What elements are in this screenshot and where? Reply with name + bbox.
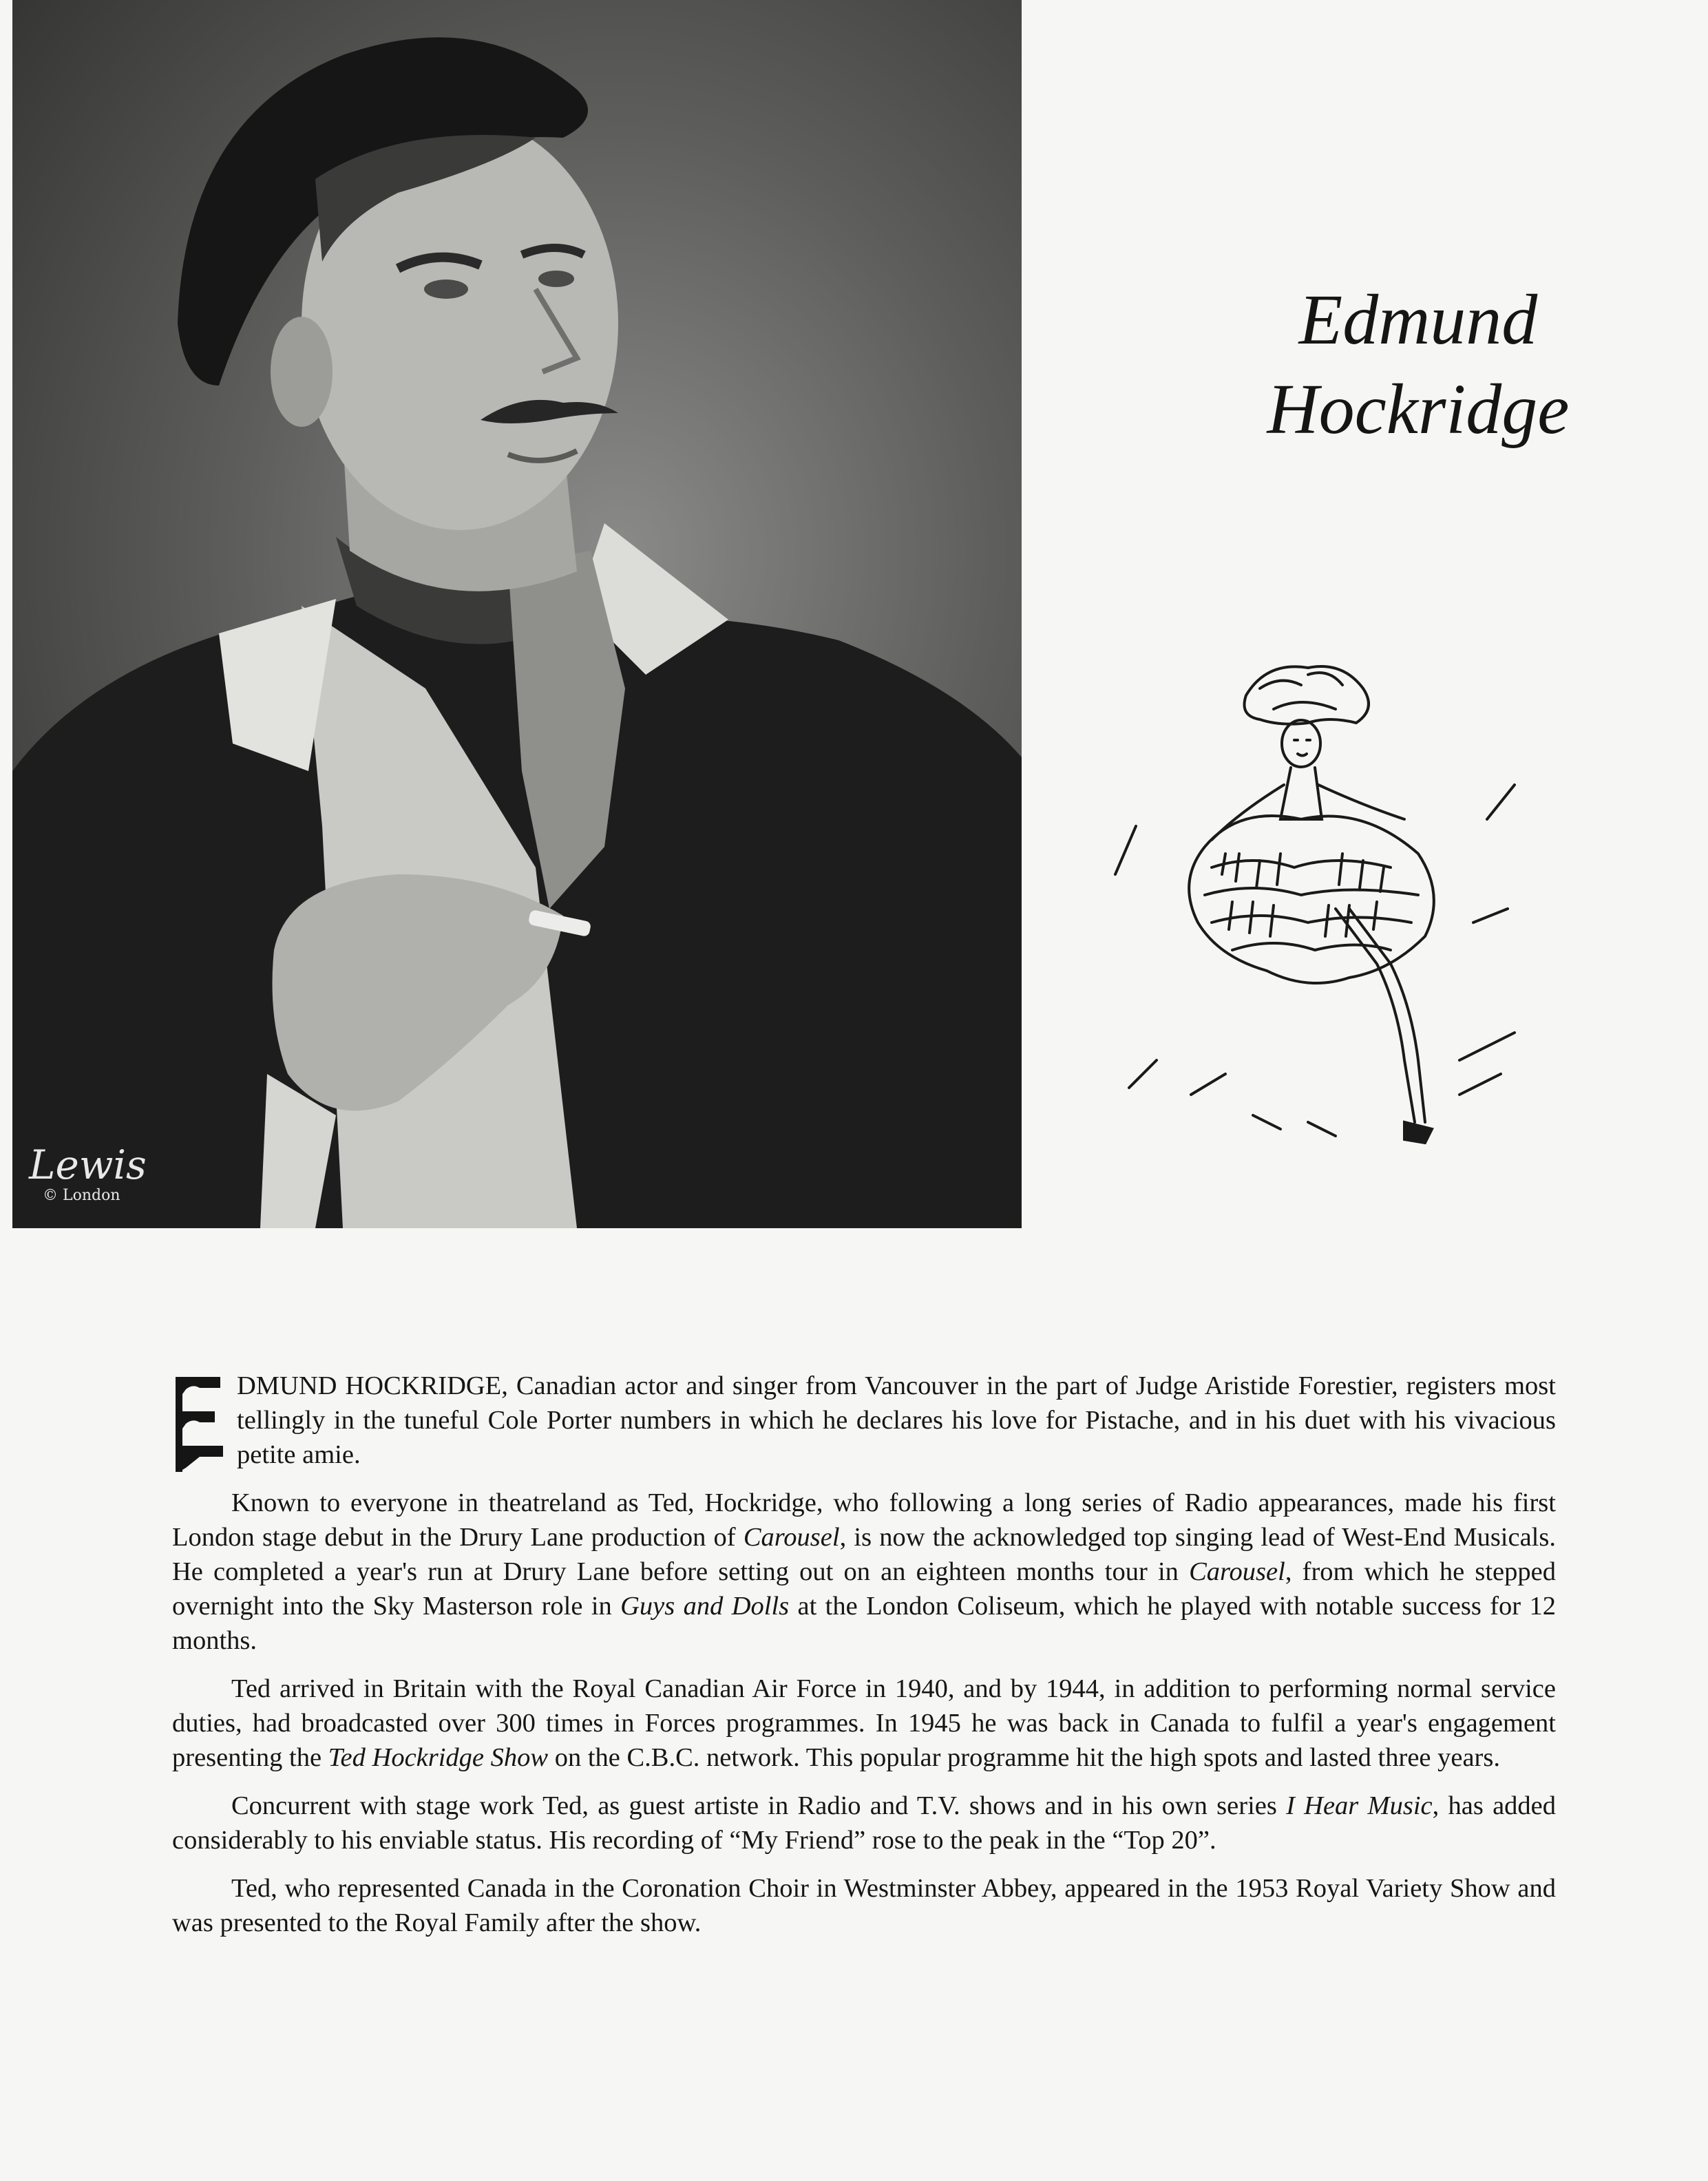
photographer-place: © London — [43, 1187, 120, 1204]
title-i-hear-music: I Hear Music — [1286, 1791, 1433, 1820]
cancan-dancer-sketch — [1101, 647, 1542, 1191]
portrait-illustration — [12, 0, 1022, 1228]
bio-paragraph-2: Known to everyone in theatreland as Ted, Hockridge, who following a long series of Radio appearances, made his first London stage debut in the Drury Lane production of Carousel, is now the acknowledged top singing lead of West-End Musicals. He completed a year's run at Drury Lane before setting out on an eighteen months tour in Carousel, from which he stepped overnight into the Sky Masterson role in Guys and Dolls at the London Coliseum, which he played with notable success for 12 months. — [172, 1488, 1556, 1655]
drop-cap-letter — [172, 1371, 227, 1475]
biography-text — [172, 1369, 1556, 1954]
bio-paragraph-1 — [172, 1369, 1556, 1472]
title-ted-hockridge-show: Ted Hockridge Show — [328, 1743, 549, 1772]
title-carousel-tour: Carousel — [1189, 1557, 1285, 1586]
bio-paragraph-3: Ted arrived in Britain with the Royal Canadian Air Force in 1940, and by 1944, in addition to performing normal service duties, had broadcasted over 300 times in Forces programmes. In 1945 he was back in Canada to fulfil a year's engagement presenting the Ted Hockridge Show on the C.B.C. network. This popular programme hit the high spots and lasted three years. — [172, 1674, 1556, 1772]
dancer-drawing — [1101, 647, 1542, 1191]
name-line-first: Edmund — [1298, 280, 1538, 359]
photo-credit — [29, 1143, 147, 1204]
title-guys-and-dolls: Guys and Dolls — [620, 1592, 790, 1621]
name-line-last: Hockridge — [1267, 370, 1570, 449]
bio-paragraph-4: Concurrent with stage work Ted, as guest artiste in Radio and T.V. shows and in his own series I Hear Music, has added considerably to his enviable status. His recording of “My Friend” rose to the peak in the “Top 20”. — [172, 1791, 1556, 1855]
title-carousel: Carousel — [743, 1523, 840, 1552]
portrait-photo — [12, 0, 1022, 1228]
photographer-signature: Lewis — [29, 1141, 147, 1188]
performer-name-heading — [1157, 275, 1680, 454]
bio-paragraph-1-text: DMUND HOCKRIDGE, Canadian actor and singer from Vancouver in the part of Judge Aristide Forestier, registers most tellingly in the tuneful Cole Porter numbers in which he declares his love for Pistache, and in his duet with his vivacious petite amie. — [237, 1371, 1556, 1469]
bio-paragraph-5: Ted, who represented Canada in the Coronation Choir in Westminster Abbey, appeared in the 1953 Royal Variety Show and was presented to the Royal Family after the show. — [172, 1874, 1556, 1937]
